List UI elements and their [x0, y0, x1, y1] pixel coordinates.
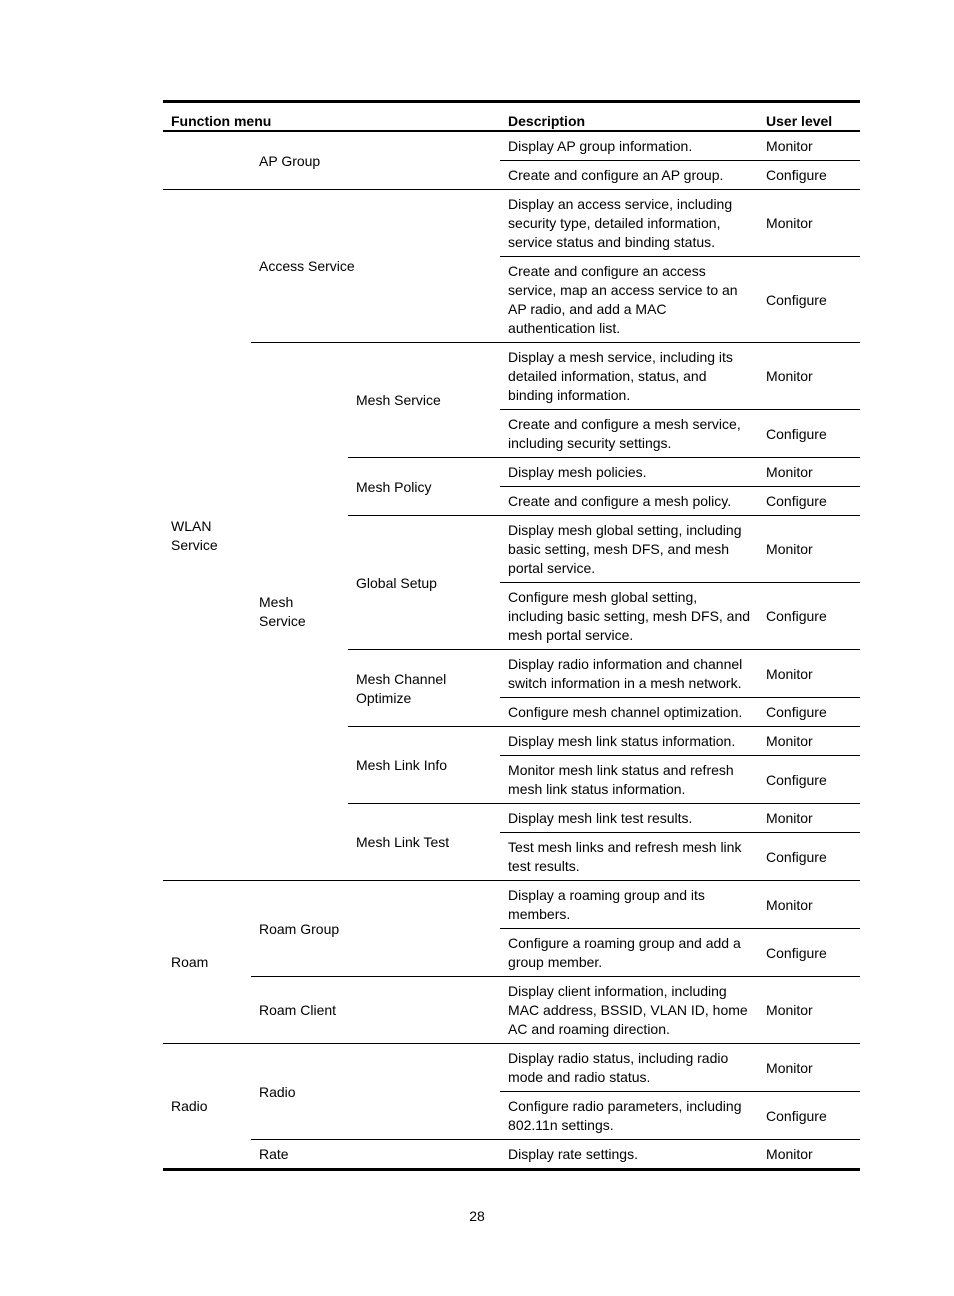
- user-level-cell: Monitor: [758, 131, 860, 161]
- menu-roam: Roam: [163, 881, 251, 1044]
- description-cell: Test mesh links and refresh mesh link test results.: [500, 833, 758, 881]
- menu-radio-parent: Radio: [163, 1044, 251, 1170]
- header-description: Description: [500, 102, 758, 132]
- table-row: [163, 190, 860, 257]
- description-cell: Create and configure an access service, map an access service to an AP radio, and add a MAC authentication list.: [500, 257, 758, 343]
- user-level-cell: Configure: [758, 756, 860, 804]
- user-level-cell: Configure: [758, 257, 860, 343]
- user-level-cell: Monitor: [758, 1140, 860, 1170]
- table-row: [163, 131, 860, 161]
- user-level-cell: Monitor: [758, 650, 860, 698]
- menu-mesh-link-info: Mesh Link Info: [348, 727, 500, 804]
- description-cell: Display a roaming group and its members.: [500, 881, 758, 929]
- function-menu-table-wrapper: [163, 100, 860, 1171]
- table-row: [163, 1044, 860, 1092]
- description-cell: Display radio information and channel switch information in a mesh network.: [500, 650, 758, 698]
- user-level-cell: Monitor: [758, 190, 860, 257]
- user-level-cell: Monitor: [758, 1044, 860, 1092]
- user-level-cell: Configure: [758, 583, 860, 650]
- user-level-cell: Configure: [758, 833, 860, 881]
- menu-roam-client: Roam Client: [251, 977, 500, 1044]
- user-level-cell: Monitor: [758, 458, 860, 487]
- user-level-cell: Configure: [758, 1092, 860, 1140]
- table-row: [163, 977, 860, 1044]
- user-level-cell: Configure: [758, 487, 860, 516]
- table-row: [163, 343, 860, 410]
- header-user-level: User level: [758, 102, 860, 132]
- menu-wlan-service: WLAN Service: [163, 190, 251, 881]
- menu-mesh-channel-optimize: Mesh Channel Optimize: [348, 650, 500, 727]
- description-cell: Create and configure an AP group.: [500, 161, 758, 190]
- description-cell: Display mesh link test results.: [500, 804, 758, 833]
- menu-roam-group: Roam Group: [251, 881, 500, 977]
- row-blank-cell: [163, 131, 251, 190]
- function-menu-table: [163, 100, 860, 1171]
- table-header-row: [163, 102, 860, 132]
- description-cell: Display radio status, including radio mode and radio status.: [500, 1044, 758, 1092]
- user-level-cell: Configure: [758, 698, 860, 727]
- menu-rate: Rate: [251, 1140, 500, 1170]
- description-cell: Create and configure a mesh service, including security settings.: [500, 410, 758, 458]
- menu-ap-group: AP Group: [251, 131, 500, 190]
- menu-mesh-service-parent: Mesh Service: [251, 343, 348, 881]
- description-cell: Display mesh policies.: [500, 458, 758, 487]
- description-cell: Configure mesh global setting, including basic setting, mesh DFS, and mesh portal service.: [500, 583, 758, 650]
- description-cell: Display mesh link status information.: [500, 727, 758, 756]
- page-number: 28: [469, 1208, 485, 1224]
- description-cell: Display rate settings.: [500, 1140, 758, 1170]
- description-cell: Create and configure a mesh policy.: [500, 487, 758, 516]
- user-level-cell: Monitor: [758, 804, 860, 833]
- user-level-cell: Monitor: [758, 977, 860, 1044]
- description-cell: Configure mesh channel optimization.: [500, 698, 758, 727]
- description-cell: Display AP group information.: [500, 131, 758, 161]
- user-level-cell: Monitor: [758, 881, 860, 929]
- user-level-cell: Monitor: [758, 516, 860, 583]
- menu-global-setup: Global Setup: [348, 516, 500, 650]
- header-function-menu: Function menu: [163, 102, 500, 132]
- table-row: [163, 1140, 860, 1170]
- description-cell: Display client information, including MAC address, BSSID, VLAN ID, home AC and roaming direction.: [500, 977, 758, 1044]
- description-cell: Display mesh global setting, including basic setting, mesh DFS, and mesh portal service.: [500, 516, 758, 583]
- description-cell: Monitor mesh link status and refresh mesh link status information.: [500, 756, 758, 804]
- user-level-cell: Monitor: [758, 727, 860, 756]
- user-level-cell: Configure: [758, 410, 860, 458]
- user-level-cell: Monitor: [758, 343, 860, 410]
- description-cell: Display a mesh service, including its detailed information, status, and binding information.: [500, 343, 758, 410]
- table-row: [163, 881, 860, 929]
- user-level-cell: Configure: [758, 929, 860, 977]
- description-cell: Display an access service, including security type, detailed information, service status and binding status.: [500, 190, 758, 257]
- menu-mesh-policy: Mesh Policy: [348, 458, 500, 516]
- description-cell: Configure a roaming group and add a group member.: [500, 929, 758, 977]
- menu-access-service: Access Service: [251, 190, 500, 343]
- menu-mesh-service: Mesh Service: [348, 343, 500, 458]
- menu-mesh-link-test: Mesh Link Test: [348, 804, 500, 881]
- menu-radio: Radio: [251, 1044, 500, 1140]
- description-cell: Configure radio parameters, including 802.11n settings.: [500, 1092, 758, 1140]
- user-level-cell: Configure: [758, 161, 860, 190]
